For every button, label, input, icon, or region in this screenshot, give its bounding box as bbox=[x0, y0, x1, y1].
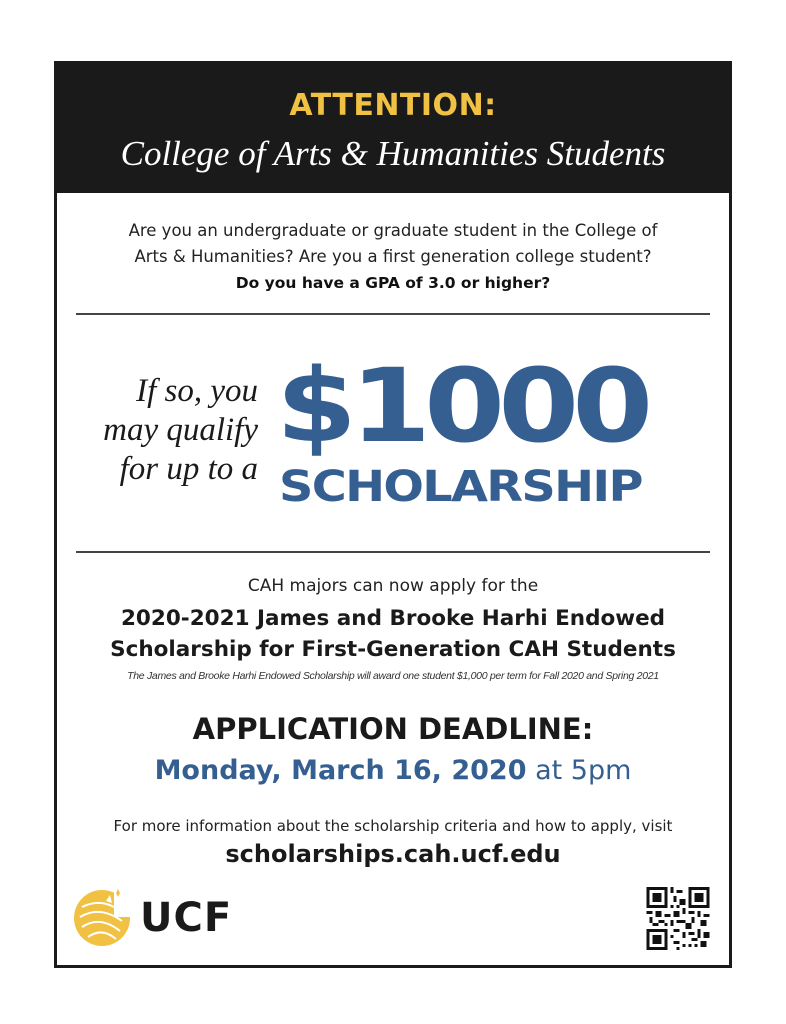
divider-bottom bbox=[76, 551, 710, 553]
deadline-label: APPLICATION DEADLINE: bbox=[192, 712, 594, 746]
intro-text bbox=[70, 218, 716, 296]
attention-heading: ATTENTION: bbox=[289, 88, 497, 123]
scholarship-word: SCHOLARSHIP bbox=[279, 462, 642, 512]
pegasus-icon bbox=[72, 887, 132, 949]
deadline-time: at 5pm bbox=[535, 755, 632, 786]
intro-line-2: Arts & Humanities? Are you a first generation college student? bbox=[134, 247, 652, 266]
scholarship-url-link[interactable]: scholarships.cah.ucf.edu bbox=[225, 840, 561, 868]
qr-code-icon[interactable] bbox=[645, 887, 711, 950]
gpa-question: Do you have a GPA of 3.0 or higher? bbox=[235, 274, 551, 292]
scholarship-amount: $1000 bbox=[276, 347, 647, 466]
deadline-day: Monday, March 16, 2020 bbox=[154, 755, 527, 786]
scholarship-note: The James and Brooke Harhi Endowed Scholarship will award one student $1,000 per term for Fall 2020 and Spring 2021 bbox=[127, 670, 659, 682]
ucf-wordmark: UCF bbox=[140, 895, 233, 941]
college-subheading: College of Arts & Humanities Students bbox=[120, 134, 666, 173]
deadline-date bbox=[60, 755, 726, 786]
apply-lead: CAH majors can now apply for the bbox=[247, 576, 539, 596]
scholarship-title-line-1: 2020-2021 James and Brooke Harhi Endowed bbox=[120, 606, 666, 631]
scholarship-title-line-2: Scholarship for First-Generation CAH Students bbox=[110, 637, 676, 662]
more-info-text: For more information about the scholarship criteria and how to apply, visit bbox=[113, 817, 673, 835]
divider-top bbox=[76, 313, 710, 315]
qualify-line-3: for up to a bbox=[119, 451, 258, 487]
qualify-line-1: If so, you bbox=[136, 373, 258, 409]
ucf-logo bbox=[72, 887, 232, 949]
intro-line-1: Are you an undergraduate or graduate student in the College of bbox=[128, 221, 658, 240]
flyer-header bbox=[54, 61, 732, 193]
qualify-text bbox=[60, 372, 258, 489]
scholarship-title bbox=[60, 603, 726, 665]
qualify-line-2: may qualify bbox=[103, 412, 258, 448]
